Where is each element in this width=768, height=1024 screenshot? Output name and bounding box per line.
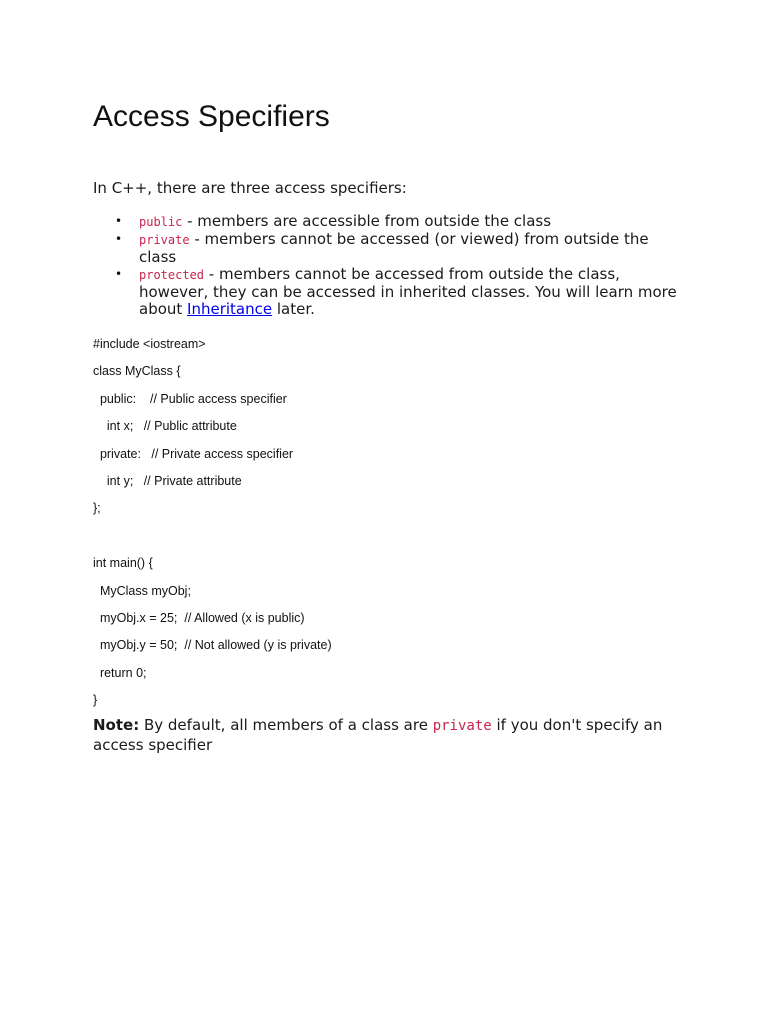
- list-item-private: [93, 231, 683, 266]
- note-text: By default, all members of a class are: [139, 716, 433, 734]
- bullet-icon: •: [115, 214, 123, 228]
- note-label: Note:: [93, 716, 140, 734]
- bullet-icon: •: [115, 267, 123, 281]
- list-item-protected: [93, 266, 683, 318]
- note-text-end: if you don't specify an access specifier: [93, 716, 663, 754]
- list-item-public: [93, 213, 683, 231]
- specifier-description: - members cannot be accessed from outside the class, however, they can be accessed in inherited classes. You will learn more about: [139, 265, 677, 318]
- note-keyword: private: [432, 718, 492, 734]
- access-specifier-list: [93, 213, 683, 318]
- code-line: int y; // Private attribute: [93, 473, 242, 488]
- page-title: Access Specifiers: [93, 100, 330, 133]
- specifier-suffix: later.: [272, 300, 315, 318]
- code-line: myObj.x = 25; // Allowed (x is public): [93, 610, 305, 625]
- keyword-protected: protected: [139, 268, 205, 282]
- code-line: };: [93, 501, 101, 516]
- code-line: class MyClass {: [93, 364, 181, 379]
- code-line: #include <iostream>: [93, 337, 206, 351]
- code-example: [93, 331, 332, 714]
- intro-paragraph: In C++, there are three access specifiers:: [93, 179, 407, 197]
- code-line: }: [93, 693, 98, 708]
- keyword-public: public: [139, 215, 183, 229]
- specifier-description: - members are accessible from outside the class: [182, 212, 552, 230]
- code-line: myObj.y = 50; // Not allowed (y is private): [93, 638, 332, 653]
- code-line: int main() {: [93, 556, 153, 571]
- note-paragraph: [93, 716, 683, 755]
- bullet-icon: •: [115, 232, 123, 246]
- specifier-description: - members cannot be accessed (or viewed) from outside the class: [139, 230, 649, 266]
- code-line: private: // Private access specifier: [93, 446, 294, 461]
- code-line: int x; // Public attribute: [93, 419, 237, 434]
- code-line-blank: [93, 523, 332, 550]
- inheritance-link[interactable]: Inheritance: [187, 300, 273, 318]
- code-line: public: // Public access specifier: [93, 391, 287, 406]
- keyword-private: private: [139, 233, 190, 247]
- code-line: return 0;: [93, 665, 147, 680]
- code-line: MyClass myObj;: [93, 583, 191, 598]
